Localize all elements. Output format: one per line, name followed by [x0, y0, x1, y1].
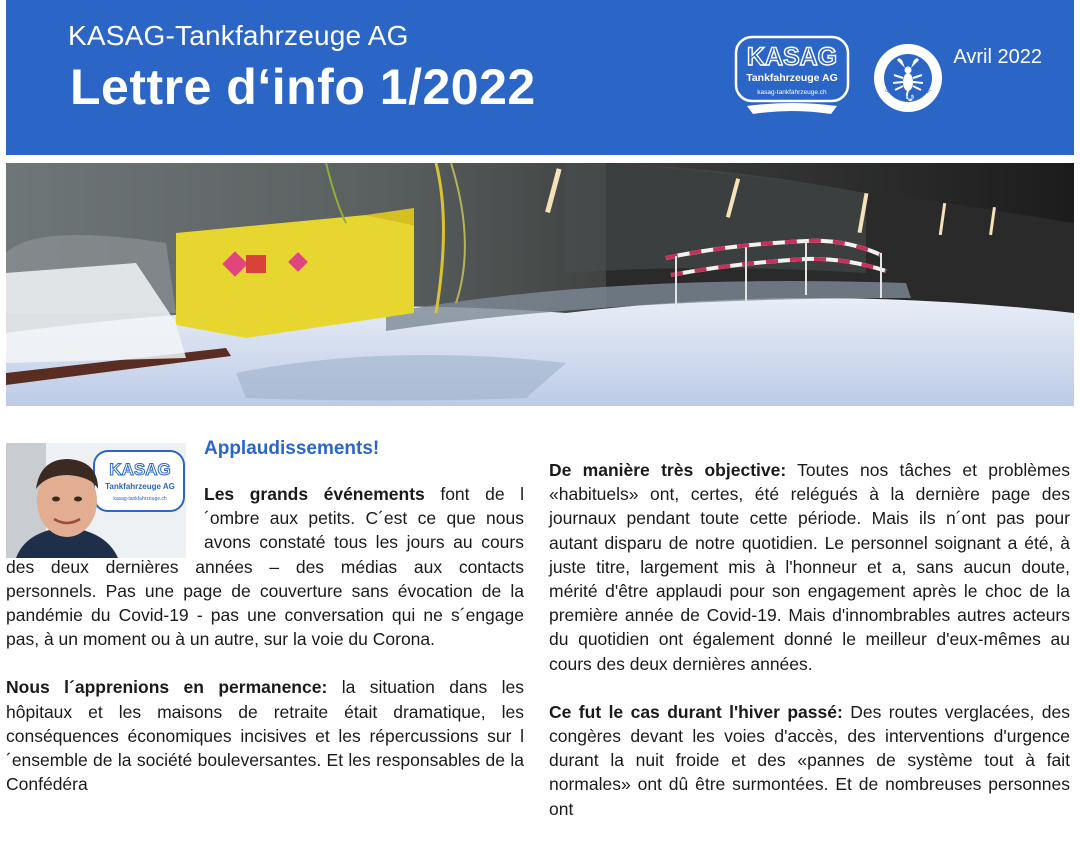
paragraph-4-lead: Ce fut le cas durant l'hiver passé:	[549, 701, 843, 722]
portrait-spacer	[6, 482, 204, 554]
scorpion-logo-text: SKORPION - TANK	[882, 87, 934, 103]
article-column-1	[6, 482, 524, 820]
paragraph-2-text: la situation dans les hôpitaux et les maisons de retraite était dramatique, les conséquences économiques incisives et les répercussions sur l´ensemble de la société bouleversantes. Et les responsables de la Confédéra	[6, 677, 524, 795]
paragraph-2	[6, 675, 524, 796]
paragraph-3-lead: De manière très objective:	[549, 460, 787, 480]
paragraph-3	[549, 458, 1070, 676]
kasag-logo-word: KASAG	[746, 43, 838, 71]
portrait-logo-sub: Tankfahrzeuge AG	[105, 482, 175, 491]
paragraph-1-lead: Les grands événements	[204, 484, 425, 504]
kasag-logo-sub: Tankfahrzeuge AG	[746, 72, 838, 84]
company-name: KASAG-Tankfahrzeuge AG	[68, 20, 409, 51]
paragraph-4-text: Des routes verglacées, des congères devant les voies d'accès, des interventions d'urgence durant la nuit froide et des «pannes de système tout à fait normales» ont dû être surmontées. Et de nombreuses personnes ont	[549, 701, 1071, 819]
kasag-logo-url: kasag-tankfahrzeuge.ch	[757, 89, 827, 96]
header-banner	[6, 0, 1074, 155]
paragraph-4	[549, 700, 1070, 821]
kasag-logo	[733, 34, 851, 118]
paragraph-3-text: Toutes nos tâches et problèmes «habituels» ont, certes, été relégués à la dernière page des journaux pendant toute cette période. Mais ils n´ont pas pour autant disparu de notre quotidien. Le personnel soignant a été, à juste titre, largement mis à l'honneur et a, sans aucun doute, mérité d'être applaudi pour son engagement après le choc de la première année de Covid-19. Mais d'innombrables autres acteurs du quotidien ont également donné le meilleur d'eux-mêmes au cours des deux dernières années.	[549, 460, 1070, 674]
paragraph-2-lead: Nous l´apprenions en permanence:	[6, 677, 328, 698]
newsletter-title: Lettre d‘info 1/2022	[70, 59, 536, 115]
portrait-logo-url: kasag-tankfahrzeuge.ch	[113, 496, 167, 502]
paragraph-1-text: font de l´ombre aux petits. C´est ce que nous avons constaté tous les jours au cours des deux dernières années – des médias aux contacts personnels. Pas une page de couverture sans évocation de la pandémie du Covid-19 - pas une conversation qui ne s´engage pas, à un moment ou à un autre, sur la voie du Corona.	[6, 484, 524, 650]
issue-date: Avril 2022	[953, 46, 1042, 68]
portrait-logo-word: KASAG	[109, 460, 171, 479]
tunnel-photo	[6, 163, 1074, 406]
scorpion-logo	[872, 42, 944, 114]
article-column-2	[549, 458, 1070, 845]
article-heading: Applaudissements!	[204, 438, 380, 459]
